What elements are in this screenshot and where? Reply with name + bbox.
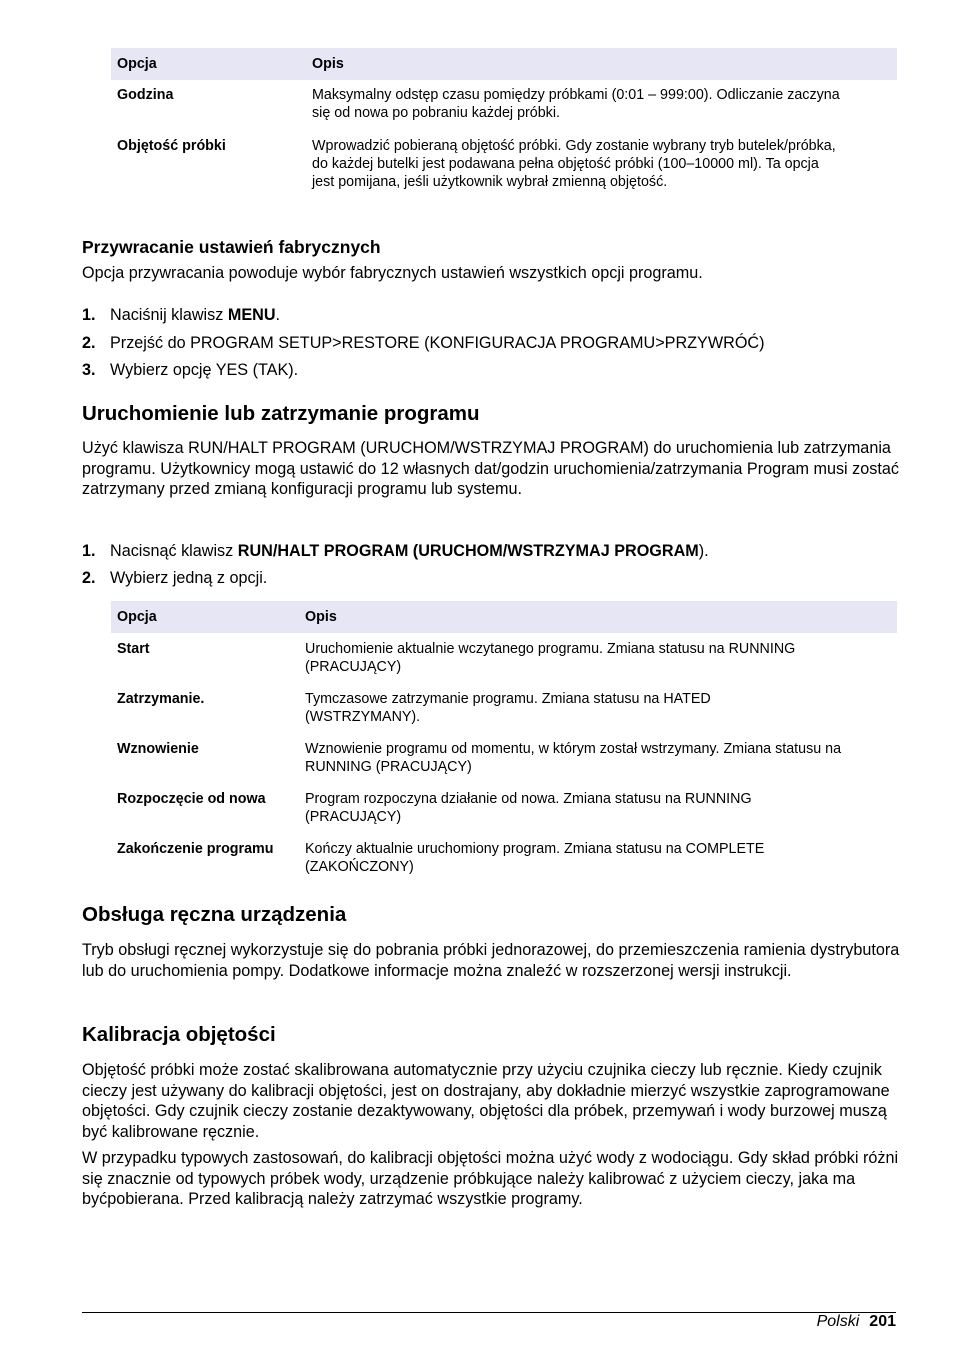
option-description: Tymczasowe zatrzymanie programu. Zmiana statusu na HATED (WSTRZYMANY). [305, 691, 711, 725]
option-name: Objętość próbki [117, 138, 226, 154]
table-header-description: Opis [306, 48, 897, 80]
table-header-description: Opis [299, 601, 897, 633]
restore-intro: Opcja przywracania powoduje wybór fabrycznych ustawień wszystkich opcji programu. [82, 264, 703, 282]
step-number: 1. [82, 306, 96, 324]
option-description: Wprowadzić pobieraną objętość próbki. Gdy zostanie wybrany tryb butelek/próbka, do każdej butelki jest podawana pełna objętość próbki (100–10000 ml). Ta opcja jest pomijana, jeśli użytkownik wybrał zmienną objętość. [312, 138, 836, 190]
table-row [111, 733, 897, 783]
table-row [111, 80, 897, 131]
options-table-1 [111, 48, 897, 200]
page-number: 201 [869, 1313, 896, 1330]
option-name: Godzina [117, 87, 174, 103]
option-description: Uruchomienie aktualnie wczytanego programu. Zmiana statusu na RUNNING (PRACUJĄCY) [305, 641, 796, 675]
option-name: Wznowienie [117, 741, 199, 757]
menu-key-label: MENU [227, 306, 276, 324]
table-row [111, 833, 897, 883]
list-item [82, 568, 882, 588]
page-footer [817, 1312, 896, 1332]
table-row [111, 683, 897, 733]
option-name: Zakończenie programu [117, 841, 274, 857]
table-header-option: Opcja [111, 601, 299, 633]
calibration-paragraph-1: Objętość próbki może zostać skalibrowana automatycznie przy użyciu czujnika cieczy lub ręcznie. Kiedy czujnik cieczy jest używany do kalibracji objętości, jest on dostrajany, aby dokładnie mierzyć wszystkie zaprogramowane objętości. Gdy czujnik cieczy zostanie dezaktywowany, objętości dla próbek, przemywań i wody burzowej muszą być kalibrowane ręcznie. [82, 1061, 890, 1141]
step-number: 1. [82, 542, 96, 560]
step-number: 3. [82, 361, 96, 379]
list-item [82, 360, 882, 380]
table-header-row [111, 48, 897, 80]
footer-language: Polski [816, 1313, 860, 1330]
section-heading-manual: Obsługa ręczna urządzenia [82, 903, 347, 926]
step-number: 2. [82, 334, 96, 352]
step-text: Naciśnij klawisz [110, 306, 228, 324]
option-name: Start [117, 641, 150, 657]
table-header-row [111, 601, 897, 633]
step-number: 2. [82, 569, 96, 587]
options-table-2 [111, 601, 897, 883]
option-description: Maksymalny odstęp czasu pomiędzy próbkami (0:01 – 999:00). Odliczanie zaczyna się od nowa po pobraniu każdej próbki. [312, 87, 840, 121]
step-text: Przejść do PROGRAM SETUP>RESTORE (KONFIGURACJA PROGRAMU>PRZYWRÓĆ) [110, 334, 765, 352]
step-text: Wybierz opcję YES (TAK). [110, 361, 299, 379]
section-heading-restore: Przywracanie ustawień fabrycznych [82, 237, 381, 257]
option-description: Wznowienie programu od momentu, w którym został wstrzymany. Zmiana statusu na RUNNING (PRACUJĄCY) [305, 741, 842, 775]
option-description: Program rozpoczyna działanie od nowa. Zmiana statusu na RUNNING (PRACUJĄCY) [305, 791, 752, 825]
calibration-paragraph-2: W przypadku typowych zastosowań, do kalibracji objętości można użyć wody z wodociągu. Gdy skład próbki różni się znacznie od typowych próbek wody, urządzenie próbkujące należy kalibrować z użyciem cieczy, jaka ma byćpobierana. Przed kalibracją należy zatrzymać wszystkie programy. [82, 1149, 899, 1208]
step-text-end: . [275, 306, 281, 324]
run-halt-intro: Użyć klawisza RUN/HALT PROGRAM (URUCHOM/WSTRZYMAJ PROGRAM) do uruchomienia lub zatrzymania programu. Użytkownicy mogą ustawić do 12 własnych dat/godzin uruchomienia/zatrzymania Program musi zostać zatrzymany przed zmianą konfiguracji programu lub systemu. [82, 439, 899, 498]
manual-text: Tryb obsługi ręcznej wykorzystuje się do pobrania próbki jednorazowej, do przemieszczenia ramienia dystrybutora lub do uruchomienia pompy. Dodatkowe informacje można znaleźć w rozszerzonej wersji instrukcji. [82, 941, 900, 980]
run-halt-key-label: RUN/HALT PROGRAM (URUCHOM/WSTRZYMAJ PROGRAM [237, 542, 699, 560]
table-header-option: Opcja [111, 48, 306, 80]
section-heading-run-halt: Uruchomienie lub zatrzymanie programu [82, 402, 480, 425]
step-text: Wybierz jedną z opcji. [110, 569, 268, 587]
step-text-end: ). [698, 542, 709, 560]
list-item [82, 333, 882, 353]
section-heading-calibration: Kalibracja objętości [82, 1023, 276, 1046]
table-row [111, 131, 897, 200]
table-row [111, 633, 897, 683]
option-description: Kończy aktualnie uruchomiony program. Zmiana statusu na COMPLETE (ZAKOŃCZONY) [305, 841, 765, 875]
list-item [82, 305, 882, 325]
footer-divider [82, 1312, 896, 1313]
option-name: Rozpoczęcie od nowa [117, 791, 266, 807]
option-name: Zatrzymanie. [117, 691, 205, 707]
table-row [111, 783, 897, 833]
list-item [82, 541, 882, 561]
step-text: Nacisnąć klawisz [110, 542, 238, 560]
